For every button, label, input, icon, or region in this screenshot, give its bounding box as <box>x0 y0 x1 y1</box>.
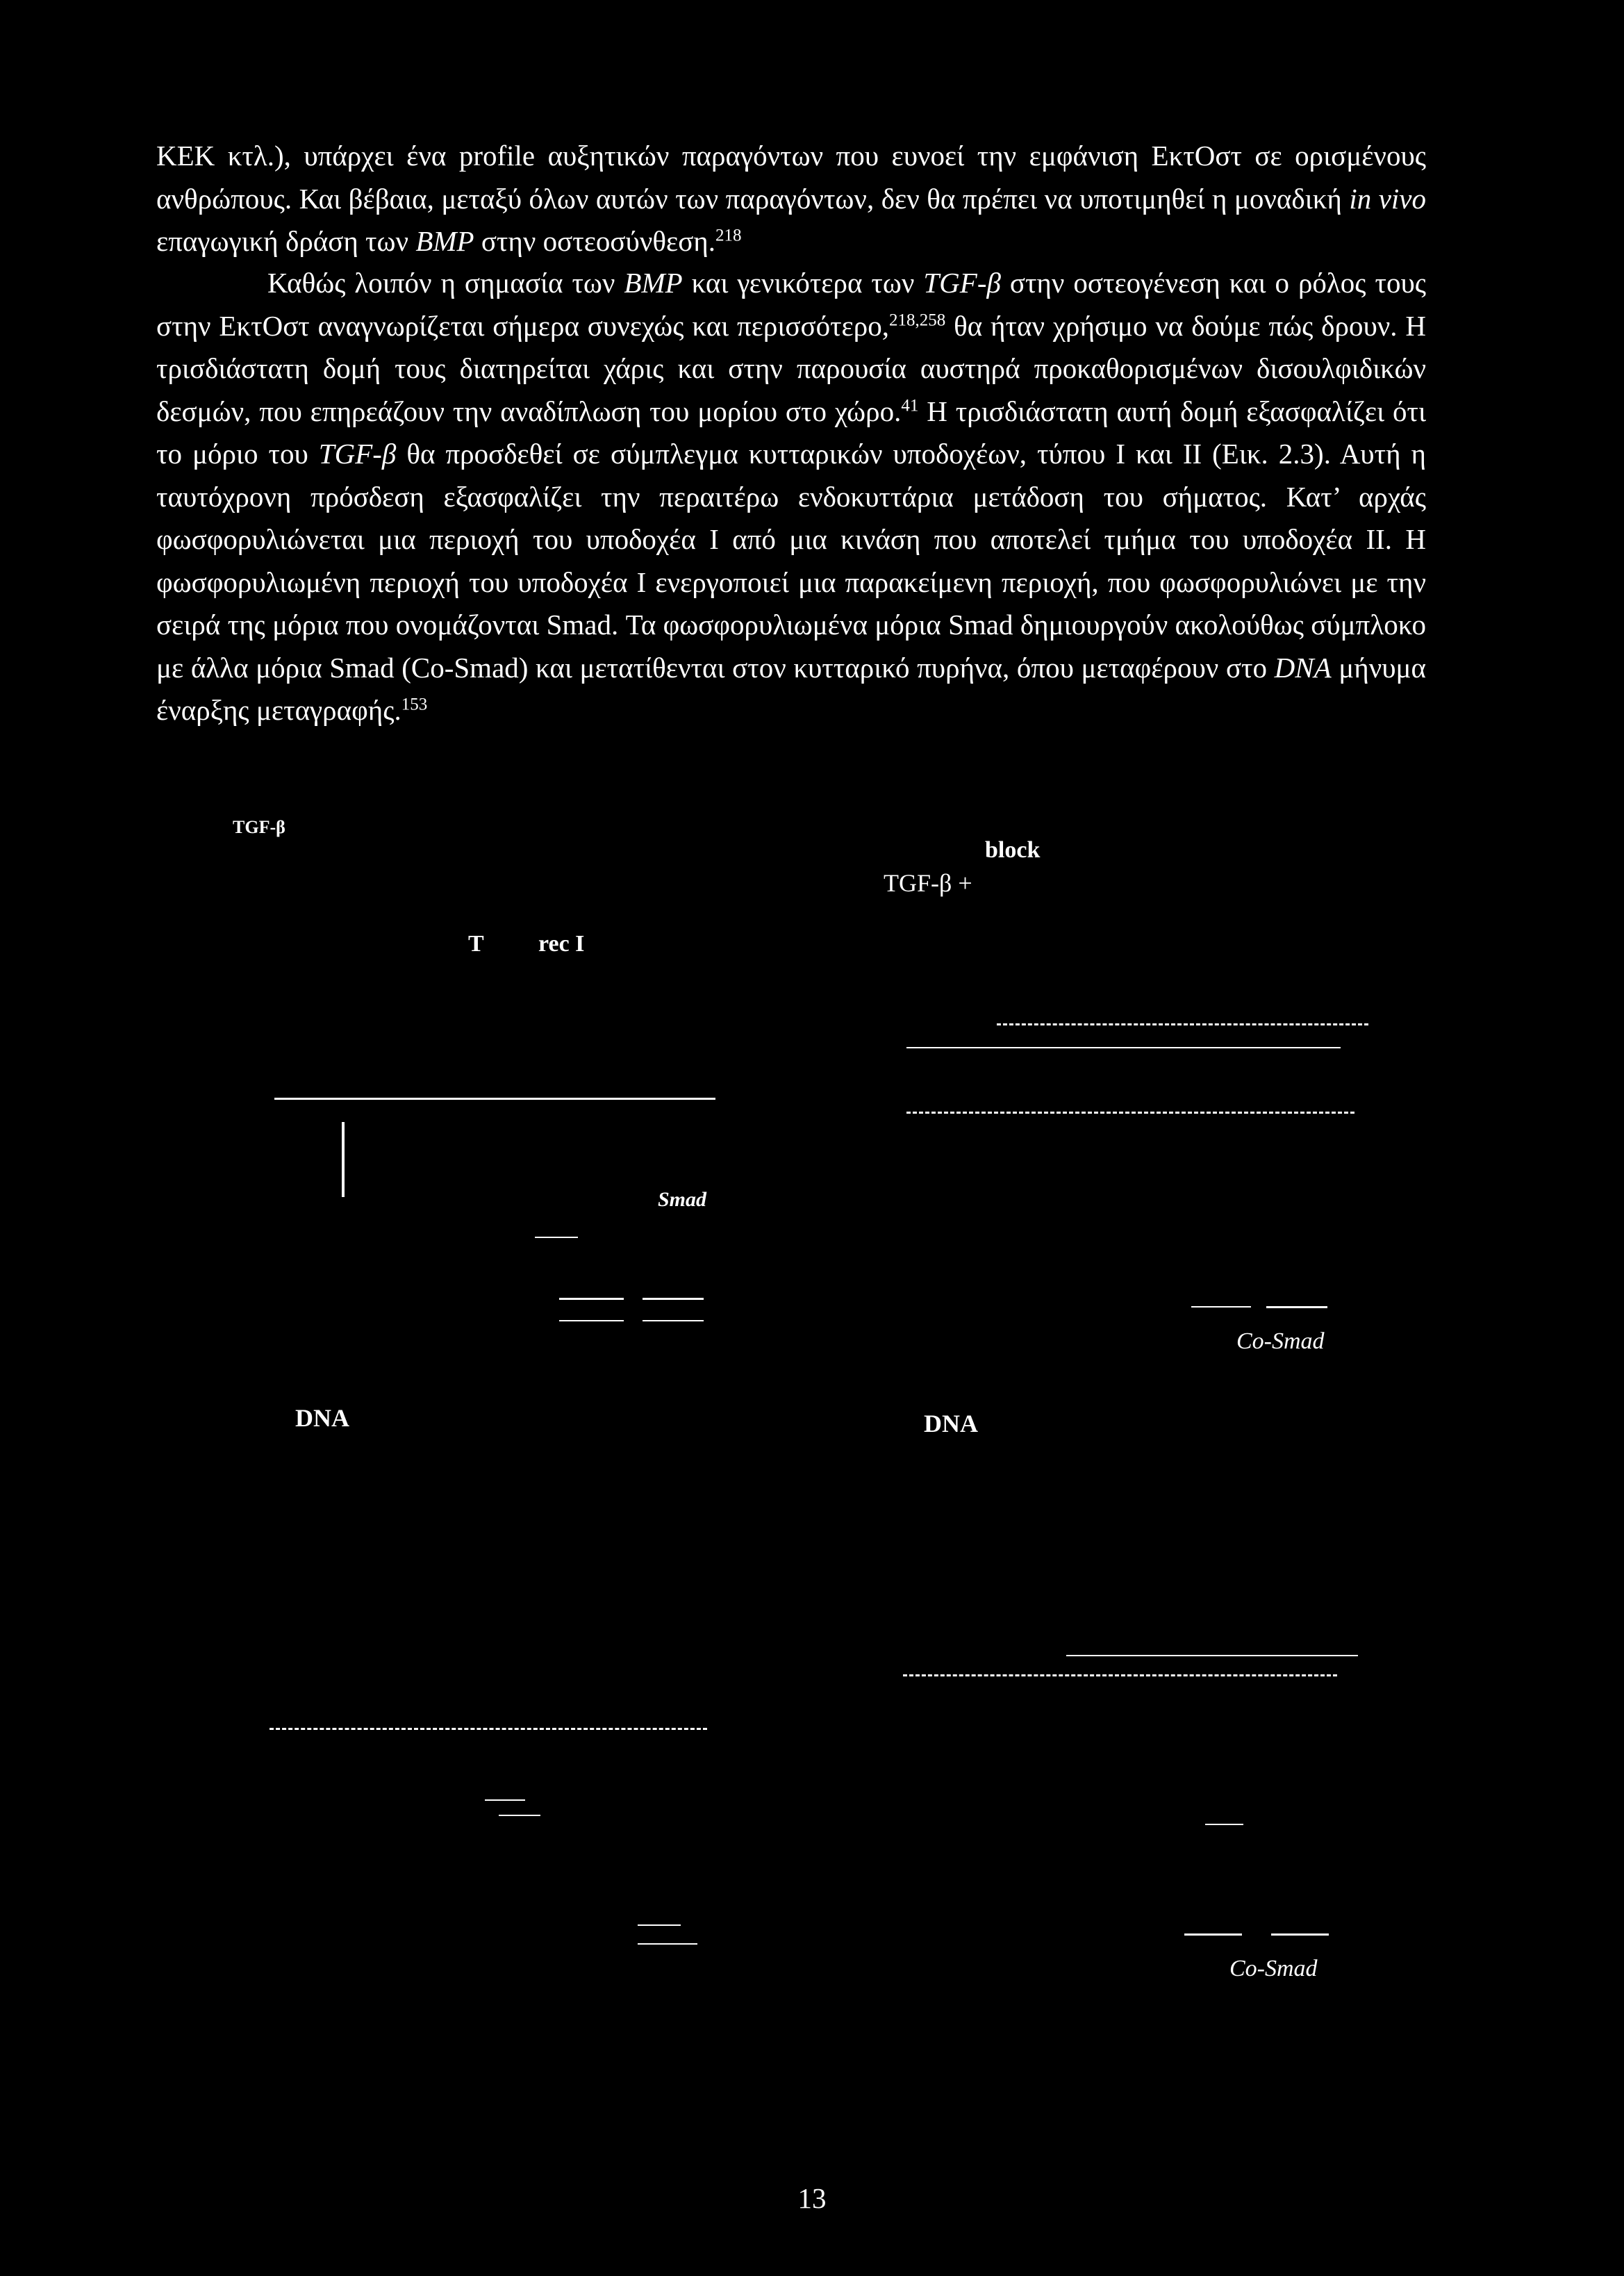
figure-label-block: block <box>985 837 1041 863</box>
molecule-line <box>1266 1306 1327 1308</box>
molecule-line <box>638 1943 697 1945</box>
molecule-line <box>485 1799 525 1801</box>
p2-citation-2: 41 <box>901 395 919 415</box>
p2-citation-3: 153 <box>401 695 428 714</box>
membrane-line <box>906 1047 1341 1048</box>
p2-italic-3: TGF-β <box>318 438 397 470</box>
membrane-line <box>274 1098 715 1100</box>
page-number: 13 <box>797 2182 827 2214</box>
receptor-stem <box>342 1122 345 1197</box>
molecule-line <box>1184 1933 1242 1936</box>
p1-text-1: ΚΕΚ κτλ.), υπάρχει ένα profile αυξητικών παραγόντων που ευνοεί την εμφάνιση ΕκτΟστ σε ορισμένους ανθρώπους. Και βέβαια, μεταξύ όλων αυτών των παραγόντων, δεν θα πρέπει να υποτιμηθεί η μοναδική <box>156 140 1426 215</box>
p2-citation-1: 218,258 <box>888 310 946 329</box>
membrane-line <box>270 1728 707 1730</box>
molecule-line <box>559 1320 624 1321</box>
molecule-line <box>643 1298 704 1300</box>
p2-italic-2: TGF-β <box>923 267 1001 299</box>
p2-text-5: Η τρισδιάστατη αυτή δομή εξασφαλίζει ότι το μόριο του <box>156 395 1427 470</box>
figure-label-tgf-plus: TGF-β + <box>884 869 972 897</box>
molecule-line <box>559 1298 624 1300</box>
p2-italic-4: DNA <box>1274 651 1332 684</box>
p1-italic-1: in vivo <box>1349 182 1426 215</box>
figure-label-t: T <box>468 931 484 957</box>
p2-text-2: και γενικότερα των <box>682 267 924 299</box>
paragraph-1 <box>156 135 1426 263</box>
molecule-line <box>1205 1824 1243 1825</box>
figure-label-dna-left: DNA <box>295 1404 349 1432</box>
p1-text-2: επαγωγική δράση των <box>156 225 416 257</box>
figure-label-smad: Smad <box>658 1188 707 1211</box>
p2-text-3: στην οστεογένεση και ο ρόλος τους στην ΕκτΟστ αναγνωρίζεται σήμερα συνεχώς και περισσότερο, <box>156 267 1426 342</box>
membrane-line <box>903 1674 1337 1676</box>
molecule-line <box>1271 1933 1329 1936</box>
molecule-line <box>1191 1306 1251 1308</box>
p2-text-4: θα ήταν χρήσιμο να δούμε πώς δρουν. Η τρισδιάστατη δομή τους διατηρείται χάρις και στην παρουσία αυστηρά προκαθορισμένων δισουλφιδικών δεσμών, που επηρεάζουν την αναδίπλωση του μορίου στο χώρο. <box>156 309 1426 427</box>
p2-italic-1: BMP <box>624 267 683 299</box>
p2-text-7: μήνυμα έναρξης μεταγραφής. <box>156 651 1426 726</box>
figure-label-co-smad-2: Co-Smad <box>1229 1956 1318 1981</box>
membrane-line <box>1066 1655 1358 1656</box>
p2-text-1: Καθώς λοιπόν η σημασία των <box>267 267 624 299</box>
membrane-line <box>906 1112 1354 1114</box>
figure-label-rec-i: rec I <box>538 931 585 957</box>
figure-label-tgf: TGF-β <box>233 817 285 837</box>
molecule-line <box>643 1320 704 1321</box>
figure-label-dna-right: DNA <box>924 1410 978 1437</box>
figure-label-co-smad-1: Co-Smad <box>1236 1328 1325 1354</box>
membrane-line <box>997 1023 1368 1025</box>
p1-text-3: στην οστεοσύνθεση. <box>474 225 716 257</box>
molecule-line <box>638 1924 681 1926</box>
p2-text-6: θα προσδεθεί σε σύμπλεγμα κυτταρικών υποδοχέων, τύπου Ι και ΙΙ (Εικ. 2.3). Αυτή η ταυτόχρονη πρόσδεση εξασφαλίζει την περαιτέρω ενδοκυττάρια μετάδοση του σήματος. Κατ’ αρχάς φωσφορυλιώνεται μια περιοχή του υποδοχέα Ι από μια κινάση που αποτελεί τμήμα του υποδοχέα ΙΙ. Η φωσφορυλιωμένη περιοχή του υποδοχέα Ι ενεργοποιεί μια παρακείμενη περιοχή, που φωσφορυλιώνει με την σειρά της μόρια που ονομάζονται Smad. Τα φωσφορυλιωμένα μόρια Smad δημιουργούν ακολούθως σύμπλοκο με άλλα μόρια Smad (Co-Smad) και μετατίθενται στον κυτταρικό πυρήνα, όπου μεταφέρουν στο <box>156 438 1426 684</box>
p1-italic-2: BMP <box>415 225 474 257</box>
molecule-line <box>499 1815 540 1816</box>
molecule-line <box>535 1237 578 1238</box>
p1-citation-1: 218 <box>715 226 742 245</box>
paragraph-2 <box>156 262 1426 732</box>
